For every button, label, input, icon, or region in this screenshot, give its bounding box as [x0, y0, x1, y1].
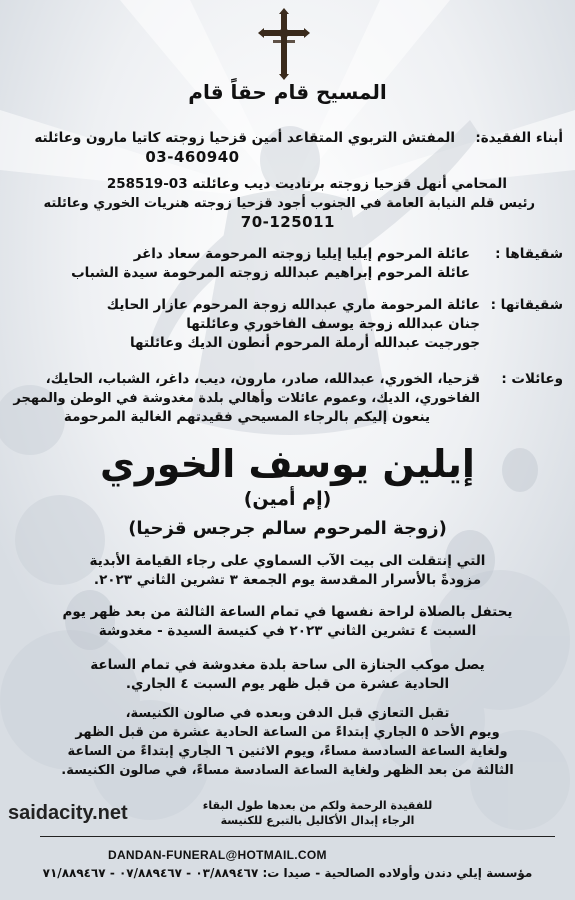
funeral-home-email: DANDAN-FUNERAL@HOTMAIL.COM [108, 848, 327, 862]
footnote-line: للفقيدة الرحمة ولكم من بعدها طول البقاء [202, 799, 433, 812]
brothers-line: عائلة المرحوم إيليا إيليا زوجته المرحومة سعاد داغر [133, 246, 470, 262]
sons-section [0, 125, 575, 231]
passing-paragraph [18, 552, 557, 590]
sons-line: المفتش التربوي المتقاعد أمين قزحيا زوجته كاتيا مارون وعائلته [34, 130, 455, 146]
families-label: وعائلات : [501, 371, 563, 387]
sisters-line: جنان عبدالله زوجة يوسف الفاخوري وعائلتها [186, 316, 480, 332]
sons-lines [34, 129, 455, 167]
cross-icon [248, 8, 320, 80]
families-section [0, 370, 575, 430]
para-line: الثالثة من بعد الظهر ولغاية الساعة السادسة مساءً، في صالون الكنيسة. [61, 763, 514, 778]
procession-paragraph [18, 656, 557, 694]
footnote-line: الرجاء إبدال الأكاليل بالتبرع للكنيسة [220, 814, 415, 827]
sisters-lines [8, 296, 480, 353]
divider [40, 836, 555, 837]
prayer-paragraph [18, 603, 557, 641]
sisters-line: جورجيت عبدالله أرملة المرحوم أنطون الديك وعائلتها [129, 335, 480, 351]
families-line: الفاخوري، الديك، وعموم عائلات وأهالي بلدة مغدوشة في الوطن والمهجر [13, 391, 480, 406]
sons-lines-2 [10, 175, 535, 232]
funeral-home-contact: مؤسسة إيلي دندن وأولاده الصالحية - صيدا ت: ٠٣/٨٨٩٤٦٧ - ٠٧/٨٨٩٤٦٧ - ٧١/٨٨٩٤٦٧ [42, 866, 533, 880]
spouse-line: (زوجة المرحوم سالم جرجس قزحيا) [128, 518, 447, 539]
sisters-label: شقيقاتها : [490, 297, 563, 313]
para-line: يصل موكب الجنازة الى ساحة بلدة مغدوشة في تمام الساعة [90, 657, 485, 673]
para-line: يحتفل بالصلاة لراحة نفسها في تمام الساعة الثالثة من بعد ظهر يوم [62, 604, 513, 620]
sisters-section [0, 296, 575, 356]
deceased-nickname: (إم أمين) [243, 488, 332, 510]
sons-label: أبناء الفقيدة: [475, 130, 563, 146]
families-lines [14, 370, 480, 427]
deceased-name: إيلين يوسف الخوري [100, 442, 475, 486]
brothers-label: شقيقاها : [495, 246, 563, 262]
brothers-lines [8, 245, 470, 283]
sons-line: المحامي أنهل قزحيا زوجته برناديت ديب وعائلته 03-258519 [106, 176, 507, 192]
brothers-line: عائلة المرحوم إبراهيم عبدالله زوجته المرحومة سيدة الشباب [71, 265, 470, 281]
sisters-line: عائلة المرحومة ماري عبدالله زوجة المرحوم عازار الحايك [106, 297, 480, 313]
sons-phone: 03-460940 [145, 148, 240, 166]
condolences-paragraph [18, 704, 557, 780]
website-watermark: saidacity.net [8, 802, 128, 824]
headline: المسيح قام حقاً قام [188, 80, 387, 104]
brothers-section [0, 245, 575, 285]
para-line: ولغاية الساعة السادسة مساءً، ويوم الاثنين ٦ الجاري إبتداءً من الساعة [67, 744, 508, 759]
sons-line: رئيس قلم النيابة العامة في الجنوب أجود قزحيا زوجته هنريات الخوري وعائلته [43, 196, 535, 211]
para-line: التي إنتقلت الى بيت الآب السماوي على رجاء القيامة الأبدية [89, 553, 486, 569]
para-line: الحادية عشرة من قبل ظهر يوم السبت ٤ الجاري. [125, 676, 450, 692]
families-line: قزحيا، الخوري، عبدالله، صادر، مارون، ديب، داغر، الشباب، الحايك، [45, 371, 480, 387]
para-line: تقبل التعازي قبل الدفن وبعده في صالون الكنيسة، [125, 706, 450, 721]
footnote [0, 798, 575, 828]
para-line: السبت ٤ تشرين الثاني ٢٠٢٣ في كنيسة السيدة - مغدوشة [98, 623, 477, 639]
families-line: ينعون إليكم بالرجاء المسيحي فقيدتهم الغالية المرحومة [63, 409, 431, 425]
sons-phone: 70-125011 [240, 213, 335, 231]
para-line: مزودةً بالأسرار المقدسة يوم الجمعة ٣ تشرين الثاني ٢٠٢٣. [93, 572, 482, 588]
para-line: ويوم الأحد ٥ الجاري إبتداءً من الساعة الحادية عشرة من قبل الظهر [75, 725, 500, 740]
